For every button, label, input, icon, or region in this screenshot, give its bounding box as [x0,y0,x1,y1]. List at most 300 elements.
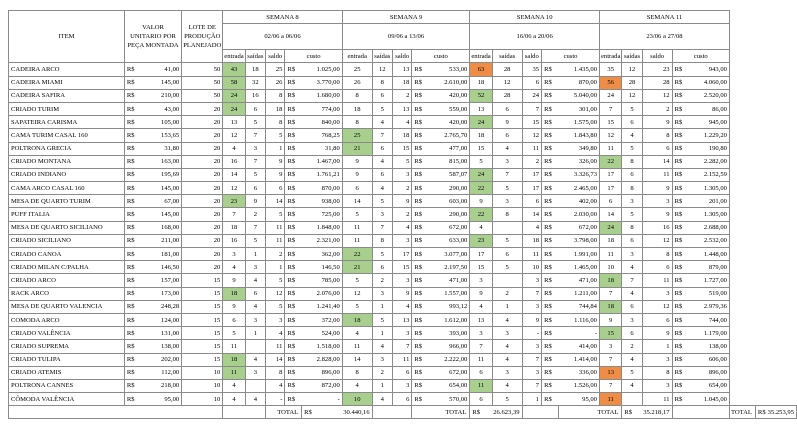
saldo-cell: 25 [265,63,284,76]
saidas-cell: 4 [372,393,392,406]
currency-label: R$ [285,313,302,326]
saldo-cell: 15 [522,116,541,129]
saidas-cell [492,221,522,234]
totals-row [9,406,797,419]
entrada-cell: 24 [223,102,245,115]
custo-cell: 606,00 [689,353,730,366]
currency-label: R$ [672,287,689,300]
custo-cell: 872,00 [302,379,343,392]
sub-header-col: saldo [392,50,411,63]
entrada-cell: 9 [342,168,372,181]
custo-cell: 3.798,00 [558,234,599,247]
saldo-cell: 6 [522,76,541,89]
custo-cell: 672,00 [558,221,599,234]
entrada-cell: 18 [223,221,245,234]
entrada-cell: 11 [599,248,621,261]
custo-cell: 1.179,00 [689,327,730,340]
currency-label: R$ [412,63,429,76]
saldo-cell: 3 [265,313,284,326]
unit-value: 211,00 [151,234,181,247]
saldo-cell: 9 [392,287,411,300]
custo-cell: 1.229,20 [689,129,730,142]
currency-label: R$ [412,379,429,392]
custo-cell: 290,00 [429,182,470,195]
currency-label: R$ [124,261,151,274]
custo-cell: 5.040,00 [558,89,599,102]
unit-value: 131,00 [151,327,181,340]
entrada-cell: 3 [599,340,621,353]
custo-cell: 2.979,36 [689,300,730,313]
saidas-cell: 5 [245,168,265,181]
saidas-cell: 4 [372,116,392,129]
currency-label: R$ [542,221,559,234]
lote-value: 20 [182,248,223,261]
currency-label: R$ [412,261,429,274]
entrada-cell: 8 [342,366,372,379]
custo-cell: 414,00 [558,340,599,353]
currency-label: R$ [412,155,429,168]
totals-line [9,406,797,419]
saidas-cell: 5 [245,234,265,247]
entrada-cell: 12 [223,129,245,142]
saidas-cell: 3 [492,195,522,208]
unit-value: 163,00 [151,155,181,168]
currency-label: R$ [412,142,429,155]
custo-cell: 879,00 [689,261,730,274]
lote-value: 10 [182,379,223,392]
saidas-cell: 5 [622,366,642,379]
total-label: TOTAL [412,406,470,419]
table-row [9,155,797,168]
saidas-cell: 6 [492,102,522,115]
custo-cell: 744,00 [689,313,730,326]
currency-label: R$ [542,208,559,221]
entrada-cell: 52 [470,89,492,102]
currency-label: R$ [412,274,429,287]
saidas-cell: 5 [622,102,642,115]
custo-cell: 672,00 [429,366,470,379]
saldo-cell: 6 [265,182,284,195]
custo-cell: 1.727,00 [689,274,730,287]
currency-label: R$ [412,102,429,115]
entrada-cell: 43 [223,63,245,76]
saidas-cell: 6 [245,287,265,300]
saidas-cell: 12 [622,89,642,102]
unit-value: 153,65 [151,129,181,142]
currency-label: R$ [672,393,689,406]
saidas-cell: 4 [492,142,522,155]
saidas-cell: 4 [622,353,642,366]
valor-header: VALOR UNITARIO POR PEÇA MONTADA [124,11,181,63]
custo-cell: 870,00 [558,76,599,89]
currency-label: R$ [124,195,151,208]
saidas-cell: 3 [372,353,392,366]
entrada-cell: 9 [599,313,621,326]
saidas-cell: 4 [622,287,642,300]
currency-label: R$ [124,155,151,168]
saldo-cell: 11 [642,393,672,406]
currency-label: R$ [542,102,559,115]
currency-label: R$ [285,89,302,102]
saldo-cell: 8 [265,366,284,379]
custo-cell: 840,00 [302,116,343,129]
custo-cell: 2.688,00 [689,221,730,234]
saldo-cell: 3 [392,379,411,392]
sub-header-col: saldo [265,50,284,63]
saidas-cell: 5 [492,234,522,247]
item-name: RACK ARCO [9,287,125,300]
currency-label: R$ [672,208,689,221]
saldo-cell: 17 [522,168,541,181]
saidas-cell: 3 [245,366,265,379]
currency-label: R$ [285,248,302,261]
saidas-cell: 6 [492,248,522,261]
item-name: CRIADO SUPREMA [9,340,125,353]
saidas-cell: 4 [492,340,522,353]
currency-label: R$ [542,327,559,340]
saldo-cell: 5 [265,208,284,221]
custo-cell: 190,80 [689,142,730,155]
lote-value: 20 [182,102,223,115]
entrada-cell: 21 [342,261,372,274]
saldo-cell: 15 [392,261,411,274]
custo-cell: 603,00 [429,195,470,208]
entrada-cell: 13 [599,366,621,379]
lote-header: LOTE DE PRODUÇÃO PLANEJADO [182,11,223,63]
totals-spacer [223,406,266,419]
saldo-cell: 11 [265,340,284,353]
entrada-cell: 12 [223,182,245,195]
entrada-cell: 26 [342,76,372,89]
entrada-cell: 24 [470,168,492,181]
custo-cell: 1.435,00 [558,63,599,76]
currency-label: R$ [285,221,302,234]
item-name: PUFF ITALIA [9,208,125,221]
item-name: CADEIRA MIAMI [9,76,125,89]
currency-label: R$ [124,300,151,313]
currency-label: R$ [412,340,429,353]
entrada-cell: 23 [223,195,245,208]
currency-label: R$ [672,76,689,89]
saidas-cell: 3 [622,313,642,326]
saldo-cell: 11 [265,234,284,247]
saidas-cell: 12 [622,63,642,76]
saldo-cell: 35 [522,63,541,76]
custo-cell: 1.761,21 [302,168,343,181]
sub-header-col: saldo [642,50,672,63]
entrada-cell: 25 [342,129,372,142]
saldo-cell: 13 [392,102,411,115]
saidas-cell: 4 [245,274,265,287]
saldo-cell: 7 [522,102,541,115]
saldo-cell: 9 [642,208,672,221]
currency-label: R$ [542,89,559,102]
saidas-cell: 6 [372,261,392,274]
currency-label: R$ [124,353,151,366]
item-name: COMODA ARCO [9,313,125,326]
saldo-cell: 28 [642,76,672,89]
table-row [9,142,797,155]
custo-cell: 774,00 [302,102,343,115]
custo-cell: - [558,327,599,340]
currency-label: R$ [542,155,559,168]
currency-label: R$ [672,168,689,181]
saldo-cell: 3 [642,353,672,366]
currency-label: R$ [285,102,302,115]
lote-value: 20 [182,234,223,247]
saidas-cell [622,393,642,406]
currency-label: R$ [412,287,429,300]
saidas-cell: 3 [492,366,522,379]
totals-spacer [9,406,223,419]
saidas-cell: 7 [372,129,392,142]
entrada-cell: 15 [470,142,492,155]
saldo-cell: 3 [522,274,541,287]
currency-label: R$ [124,313,151,326]
saldo-cell: 9 [522,313,541,326]
custo-cell: 943,00 [689,63,730,76]
week-header: SEMANA 10 [470,11,600,24]
currency-label: R$ [672,327,689,340]
saldo-cell: 16 [642,221,672,234]
custo-cell: 2.152,59 [689,168,730,181]
custo-cell: 1.211,00 [558,287,599,300]
currency-label: R$ [412,195,429,208]
entrada-cell: 11 [223,366,245,379]
entrada-cell: 12 [599,129,621,142]
unit-value: 31,80 [151,142,181,155]
table-row [9,129,797,142]
currency-label: R$ [412,76,429,89]
saldo-cell: 3 [642,287,672,300]
currency-label: R$ [542,63,559,76]
currency-label: R$ [124,287,151,300]
custo-cell: 1.848,00 [302,221,343,234]
saldo-cell: 12 [642,234,672,247]
custo-cell: 945,00 [689,116,730,129]
custo-cell: 896,00 [689,366,730,379]
custo-cell: 519,00 [689,287,730,300]
currency-label: R$ [124,234,151,247]
saidas-cell: 6 [245,102,265,115]
entrada-cell: 5 [470,155,492,168]
entrada-cell: 18 [599,274,621,287]
currency-label: R$ [285,182,302,195]
entrada-cell: 3 [470,274,492,287]
lote-value: 15 [182,313,223,326]
currency-label: R$ [285,168,302,181]
currency-label: R$ [542,313,559,326]
currency-label: R$ [542,353,559,366]
saidas-cell: 3 [622,248,642,261]
custo-cell: 1.680,00 [302,89,343,102]
saidas-cell [492,274,522,287]
saidas-cell: 8 [492,208,522,221]
saldo-cell: 3 [642,379,672,392]
entrada-cell: 24 [599,89,621,102]
custo-cell: 938,00 [302,195,343,208]
custo-cell: 2.321,00 [302,234,343,247]
saidas-cell: 5 [622,142,642,155]
custo-cell: 290,00 [429,208,470,221]
saidas-cell: 6 [622,327,642,340]
entrada-cell: 9 [470,195,492,208]
saldo-cell: 18 [522,234,541,247]
saldo-cell: 10 [522,261,541,274]
item-name: MESA DE QUARTO TURIM [9,195,125,208]
saidas-cell: 12 [372,63,392,76]
table-row [9,327,797,340]
sub-header-custo: custo [285,50,342,63]
custo-cell: 420,00 [429,89,470,102]
currency-label: R$ [124,182,151,195]
currency-label: R$ [672,313,689,326]
saidas-cell: 12 [492,76,522,89]
currency-label: R$ [412,168,429,181]
saldo-cell: 13 [392,313,411,326]
saldo-cell: 24 [522,89,541,102]
custo-cell: 633,00 [429,234,470,247]
table-row [9,195,797,208]
custo-cell: 993,12 [429,300,470,313]
entrada-cell: 18 [470,129,492,142]
entrada-cell: 6 [342,182,372,195]
sub-header-col: entrada [342,50,372,63]
total-value: 35.253,95 [767,406,797,419]
saldo-cell: 6 [642,142,672,155]
entrada-cell: 4 [223,379,245,392]
custo-cell: 31,80 [302,142,343,155]
saldo-cell: 4 [392,116,411,129]
saidas-cell: 1 [372,327,392,340]
item-name: CRIADO VALÊNCIA [9,327,125,340]
item-name: CADEIRA SAFIRA [9,89,125,102]
table-row [9,102,797,115]
entrada-cell: 15 [470,261,492,274]
currency-label: R$ [412,234,429,247]
currency-label: R$ [672,142,689,155]
currency-label: R$ [542,393,559,406]
sub-header-custo: custo [672,50,729,63]
item-header: ITEM [9,11,125,63]
item-name: CRIADO ARCO [9,274,125,287]
saidas-cell: 4 [245,300,265,313]
saldo-cell: - [522,327,541,340]
entrada-cell: 18 [470,76,492,89]
saldo-cell: 6 [392,366,411,379]
saidas-cell: 3 [372,208,392,221]
custo-cell: 815,00 [429,155,470,168]
entrada-cell: 4 [223,142,245,155]
currency-label: R$ [672,63,689,76]
currency-label: R$ [542,274,559,287]
table-row [9,221,797,234]
custo-cell: 471,00 [429,274,470,287]
currency-label: R$ [412,248,429,261]
entrada-cell: 14 [223,168,245,181]
custo-cell: 95,00 [558,393,599,406]
entrada-cell: 5 [342,208,372,221]
currency-label: R$ [672,248,689,261]
entrada-cell: 13 [470,313,492,326]
table-row [9,234,797,247]
saldo-cell: 4 [522,221,541,234]
currency-label: R$ [285,340,302,353]
currency-label: R$ [542,168,559,181]
custo-cell: 393,00 [429,327,470,340]
saldo-cell: 2 [265,248,284,261]
custo-cell: 744,84 [558,300,599,313]
currency-label: R$ [285,116,302,129]
entrada-cell: 25 [342,63,372,76]
saldo-cell: 1 [265,261,284,274]
saidas-cell: 2 [372,366,392,379]
entrada-cell: 16 [223,155,245,168]
saidas-cell: 8 [622,221,642,234]
custo-cell: 2.030,00 [558,208,599,221]
saidas-cell: 4 [492,379,522,392]
entrada-cell: 17 [599,168,621,181]
custo-cell: 533,00 [429,63,470,76]
currency-label: R$ [542,248,559,261]
week-dates: 16/06 a 20/06 [470,24,600,50]
saidas-cell: 7 [245,129,265,142]
item-name: CRIADO ATEMIS [9,366,125,379]
table-row [9,89,797,102]
custo-cell: 420,00 [429,116,470,129]
item-name: CRIADO MONTANA [9,155,125,168]
unit-value: 195,69 [151,168,181,181]
saldo-cell: 5 [392,155,411,168]
table-row [9,274,797,287]
saldo-cell: 4 [392,221,411,234]
custo-cell: 86,00 [689,102,730,115]
saldo-cell: 2 [392,182,411,195]
entrada-cell: 58 [223,76,245,89]
saldo-cell: 6 [642,313,672,326]
lote-value: 15 [182,353,223,366]
custo-cell: 1.575,00 [558,116,599,129]
entrada-cell: 23 [470,234,492,247]
table-row [9,248,797,261]
saidas-cell: 6 [245,182,265,195]
saidas-cell: 4 [245,353,265,366]
entrada-cell: 13 [223,116,245,129]
item-name: POLTRONA CANNES [9,379,125,392]
entrada-cell: 18 [599,234,621,247]
total-value: 35.218,17 [642,406,672,419]
lote-value: 20 [182,261,223,274]
saldo-cell: 18 [392,129,411,142]
custo-cell: 559,00 [429,102,470,115]
saidas-cell: 5 [372,102,392,115]
saidas-cell: 3 [245,142,265,155]
entrada-cell: 4 [470,300,492,313]
saidas-cell: 2 [245,208,265,221]
currency-label: R$ [124,129,151,142]
currency-label: R$ [470,406,492,419]
item-name: CRIADO TULIPA [9,353,125,366]
lote-value: 50 [182,89,223,102]
entrada-cell: 21 [342,142,372,155]
sub-header-col: saídas [372,50,392,63]
unit-value: 112,00 [151,366,181,379]
currency-label: R$ [124,63,151,76]
entrada-cell: 4 [223,261,245,274]
currency-label: R$ [124,102,151,115]
currency-label: R$ [124,393,151,406]
unit-value: 218,00 [151,379,181,392]
